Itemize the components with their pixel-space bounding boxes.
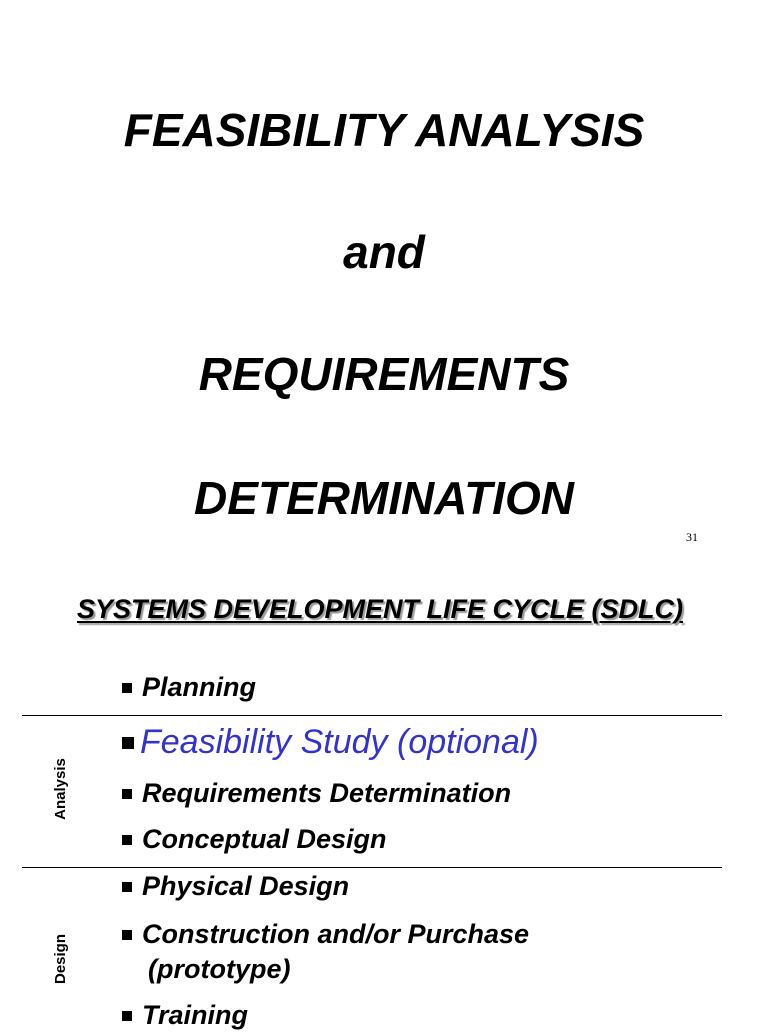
- sdlc-item-label: Conceptual Design: [142, 824, 387, 854]
- phase-label-analysis: Analysis: [52, 758, 69, 820]
- sdlc-item-label: Physical Design: [142, 871, 350, 901]
- title-line-1: FEASIBILITY ANALYSIS: [123, 104, 645, 156]
- sdlc-item-label: Planning: [142, 672, 256, 702]
- square-bullet-icon: [122, 789, 132, 799]
- square-bullet-icon: [122, 1011, 132, 1021]
- sdlc-item-label: Feasibility Study (optional): [140, 723, 539, 761]
- sdlc-item-construction: [122, 917, 529, 951]
- square-bullet-icon: [122, 835, 132, 845]
- square-bullet-icon: [122, 737, 134, 749]
- sdlc-item-label: Requirements Determination: [142, 778, 512, 808]
- title-line-4: DETERMINATION: [194, 472, 574, 524]
- sdlc-item-planning: [122, 670, 256, 704]
- sdlc-item-feasibility-study: [122, 722, 539, 762]
- sdlc-item-label: Training: [142, 1000, 249, 1030]
- phase-divider-design: [22, 867, 722, 868]
- square-bullet-icon: [122, 683, 132, 693]
- page-number: 31: [686, 530, 698, 544]
- phase-label-design: Design: [52, 934, 69, 985]
- title-line-3: REQUIREMENTS: [198, 348, 570, 400]
- square-bullet-icon: [122, 882, 132, 892]
- square-bullet-icon: [122, 930, 132, 940]
- sdlc-item-requirements-determination: [122, 776, 511, 810]
- sdlc-item-physical-design: [122, 869, 349, 903]
- sdlc-item-construction-continuation: (prototype): [148, 954, 291, 984]
- sdlc-item-training: [122, 998, 248, 1032]
- sdlc-item-conceptual-design: [122, 822, 387, 856]
- title-line-2: and: [343, 226, 425, 278]
- phase-divider-analysis: [22, 715, 722, 716]
- sdlc-item-label: Construction and/or Purchase: [142, 919, 530, 949]
- sdlc-heading: SYSTEMS DEVELOPMENT LIFE CYCLE (SDLC): [76, 594, 684, 624]
